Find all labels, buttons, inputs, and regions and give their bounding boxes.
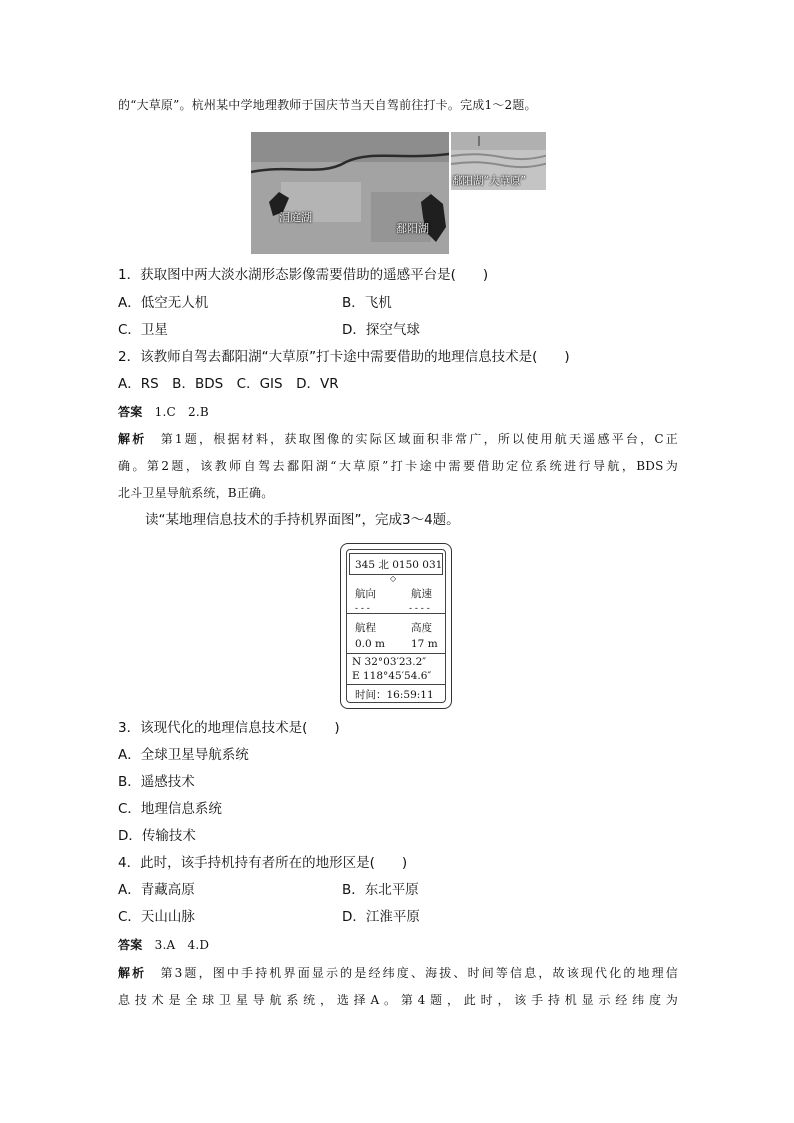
q3-option-d: D．传输技术: [118, 828, 196, 844]
q1-option-a: A．低空无人机: [118, 295, 209, 311]
heading-dashes: - - -: [355, 604, 370, 614]
device-screen: [346, 549, 446, 703]
longitude-value: E 118°45′54.6″: [352, 670, 432, 682]
altitude-label: 高度: [411, 622, 432, 634]
speed-dashes: - - - -: [409, 604, 430, 614]
latitude-value: N 32°03′23.2″: [352, 656, 427, 668]
q4-option-a: A．青藏高原: [118, 882, 195, 898]
distance-value: 0.0 m: [355, 638, 385, 650]
label-dongting: 洞庭湖: [279, 211, 312, 224]
q1-option-d: D．探空气球: [342, 322, 420, 338]
analysis-label-2: 解析: [118, 966, 147, 980]
answer-label-1: 答案: [118, 405, 143, 419]
q2-stem: 2．该教师自驾去鄱阳湖“大草原”打卡途中需要借助的地理信息技术是( ): [118, 349, 570, 365]
analysis-2-text-1: 第3题，图中手持机界面显示的是经纬度、海拔、时间等信息，故该现代化的地理信: [146, 966, 678, 980]
q3-option-b: B．遥感技术: [118, 774, 195, 790]
divider-3: [347, 684, 445, 685]
q3-option-c: C．地理信息系统: [118, 801, 222, 817]
divider-1: [347, 613, 445, 614]
q4-stem: 4．此时，该手持机持有者所在的地形区是( ): [118, 855, 408, 871]
time-value: 时间：16:59:11: [355, 689, 434, 701]
answer-block-2: [118, 936, 209, 954]
q1-option-c: C．卫星: [118, 322, 168, 338]
altitude-value: 17 m: [411, 638, 438, 650]
analysis-1-line-3: 北斗卫星导航系统，B正确。: [118, 486, 274, 500]
diamond-marker-icon: ◇: [390, 574, 397, 583]
answer-text-1: 1.C 2.B: [142, 405, 209, 419]
device-top-readout: 345 北 0150 031: [355, 559, 443, 571]
analysis-2-line-1: [118, 964, 678, 982]
answer-text-2: 3.A 4.D: [142, 938, 210, 952]
q3-stem: 3．该现代化的地理信息技术是( ): [118, 720, 340, 736]
q2-options: A．RS B．BDS C．GIS D．VR: [118, 376, 339, 392]
analysis-1-line-1: [118, 430, 678, 448]
answer-block-1: [118, 403, 209, 421]
q4-option-c: C．天山山脉: [118, 909, 195, 925]
distance-label: 航程: [355, 622, 376, 634]
label-poyang: 鄱阳湖: [396, 222, 429, 235]
q4-option-d: D．江淮平原: [342, 909, 420, 925]
analysis-1-text-1: 第1题，根据材料，获取图像的实际区域面积非常广，所以使用航天遥感平台，C正: [146, 432, 679, 446]
speed-label: 航速: [411, 588, 432, 600]
analysis-2-line-2: 息技术是全球卫星导航系统，选择A。第4题，此时，该手持机显示经纬度为: [118, 993, 678, 1007]
label-grassland-inset: 鄱阳湖“大草原”: [452, 175, 526, 187]
handheld-gps-device: [340, 543, 452, 709]
q3-option-a: A．全球卫星导航系统: [118, 747, 249, 763]
heading-label: 航向: [355, 588, 376, 600]
q4-option-b: B．东北平原: [342, 882, 419, 898]
analysis-label-1: 解析: [118, 432, 147, 446]
lakes-satellite-figure: [251, 132, 546, 254]
q1-stem: 1．获取图中两大淡水湖形态影像需要借助的遥感平台是( ): [118, 267, 489, 283]
intro-line: 的“大草原”。杭州某中学地理教师于国庆节当天自驾前往打卡。完成1～2题。: [118, 98, 537, 112]
answer-label-2: 答案: [118, 938, 143, 952]
read-instruction: 读“某地理信息技术的手持机界面图”，完成3～4题。: [145, 512, 460, 528]
analysis-1-line-2: 确。第2题，该教师自驾去鄱阳湖“大草原”打卡途中需要借助定位系统进行导航，BDS为: [118, 459, 678, 473]
divider-2: [347, 653, 445, 654]
q1-option-b: B．飞机: [342, 295, 392, 311]
